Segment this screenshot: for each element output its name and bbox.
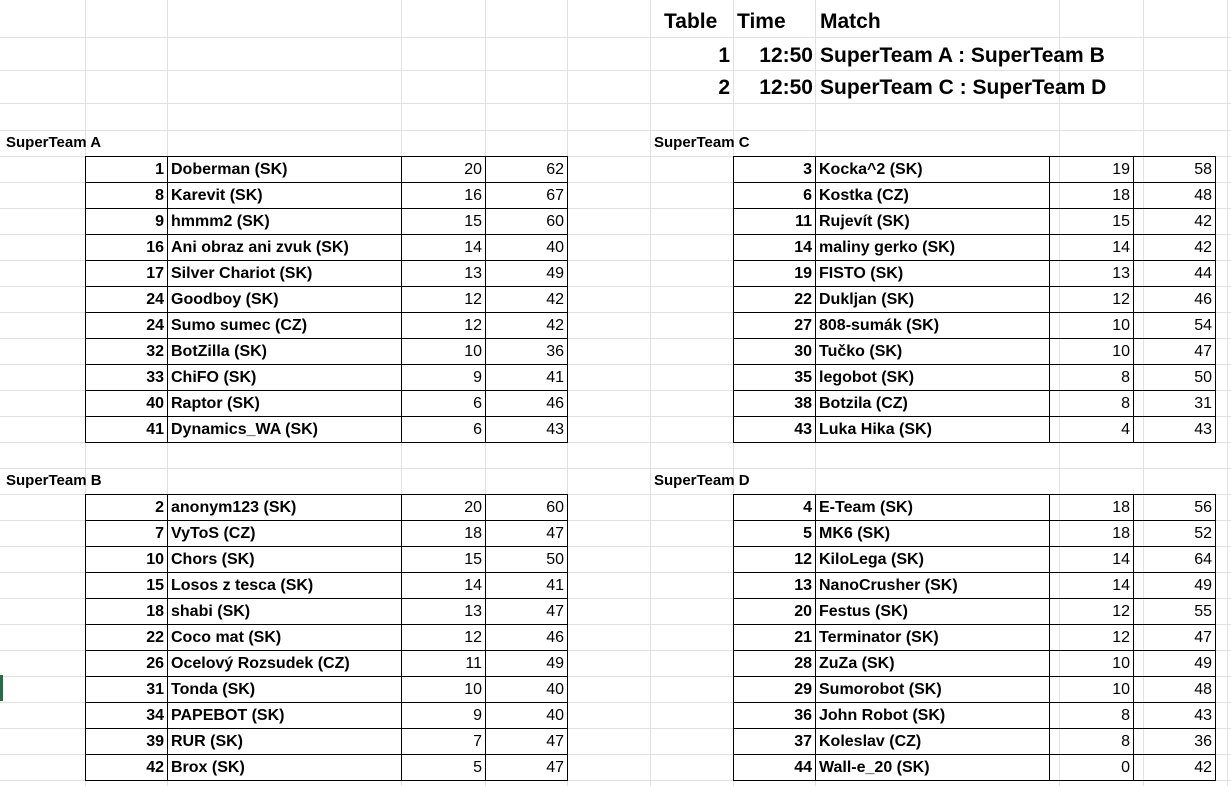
table-row [86, 287, 568, 313]
robot-name-cell[interactable]: RUR (SK) [168, 729, 402, 755]
points-cell[interactable]: 49 [486, 261, 568, 287]
robot-name-cell[interactable]: BotZilla (SK) [168, 339, 402, 365]
points-cell[interactable]: 64 [1134, 547, 1216, 573]
points-cell[interactable]: 56 [1134, 495, 1216, 521]
score-cell[interactable]: 12 [402, 625, 486, 651]
rank-cell[interactable]: 39 [86, 729, 168, 755]
robot-name-cell[interactable]: Dukljan (SK) [816, 287, 1050, 313]
points-cell[interactable]: 47 [486, 755, 568, 781]
table-row [734, 157, 1216, 183]
robot-name-cell[interactable]: Goodboy (SK) [168, 287, 402, 313]
rank-cell[interactable]: 28 [734, 651, 816, 677]
robot-name-cell[interactable]: KiloLega (SK) [816, 547, 1050, 573]
robot-name-cell[interactable]: Rujevít (SK) [816, 209, 1050, 235]
rank-cell[interactable]: 32 [86, 339, 168, 365]
points-cell[interactable]: 47 [1134, 339, 1216, 365]
points-cell[interactable]: 47 [486, 599, 568, 625]
points-cell[interactable]: 52 [1134, 521, 1216, 547]
points-cell[interactable]: 40 [486, 677, 568, 703]
score-cell[interactable]: 18 [1050, 183, 1134, 209]
rank-cell[interactable]: 38 [734, 391, 816, 417]
robot-name-cell[interactable]: PAPEBOT (SK) [168, 703, 402, 729]
table-row [86, 573, 568, 599]
schedule-row-2-match[interactable]: SuperTeam C : SuperTeam D [820, 76, 1107, 99]
team-d-table [733, 494, 1216, 781]
score-cell[interactable]: 14 [402, 235, 486, 261]
score-cell[interactable]: 14 [402, 573, 486, 599]
rank-cell[interactable]: 37 [734, 729, 816, 755]
table-row [86, 183, 568, 209]
robot-name-cell[interactable]: Tonda (SK) [168, 677, 402, 703]
table-row [734, 287, 1216, 313]
grid-column-line [1227, 0, 1228, 786]
rank-cell[interactable]: 34 [86, 703, 168, 729]
score-cell[interactable]: 12 [402, 287, 486, 313]
score-cell[interactable]: 20 [402, 495, 486, 521]
rank-cell[interactable]: 44 [734, 755, 816, 781]
robot-name-cell[interactable]: Sumo sumec (CZ) [168, 313, 402, 339]
points-cell[interactable]: 58 [1134, 157, 1216, 183]
team-a-title[interactable]: SuperTeam A [6, 134, 102, 151]
table-row [734, 313, 1216, 339]
table-row [86, 729, 568, 755]
points-cell[interactable]: 42 [1134, 755, 1216, 781]
rank-cell[interactable]: 29 [734, 677, 816, 703]
schedule-row-1-table[interactable]: 1 [718, 44, 730, 67]
rank-cell[interactable]: 7 [86, 521, 168, 547]
score-cell[interactable]: 10 [1050, 651, 1134, 677]
rank-cell[interactable]: 22 [86, 625, 168, 651]
rank-cell[interactable]: 30 [734, 339, 816, 365]
score-cell[interactable]: 12 [1050, 625, 1134, 651]
score-cell[interactable]: 12 [1050, 287, 1134, 313]
team-d-title[interactable]: SuperTeam D [654, 472, 750, 489]
robot-name-cell[interactable]: Festus (SK) [816, 599, 1050, 625]
rank-cell[interactable]: 27 [734, 313, 816, 339]
points-cell[interactable]: 50 [1134, 365, 1216, 391]
score-cell[interactable]: 14 [1050, 235, 1134, 261]
score-cell[interactable]: 15 [402, 547, 486, 573]
points-cell[interactable]: 44 [1134, 261, 1216, 287]
rank-cell[interactable]: 11 [734, 209, 816, 235]
score-cell[interactable]: 13 [1050, 261, 1134, 287]
points-cell[interactable]: 43 [486, 417, 568, 443]
robot-name-cell[interactable]: Ani obraz ani zvuk (SK) [168, 235, 402, 261]
rank-cell[interactable]: 8 [86, 183, 168, 209]
robot-name-cell[interactable]: Ocelový Rozsudek (CZ) [168, 651, 402, 677]
table-row [734, 417, 1216, 443]
table-row [734, 183, 1216, 209]
robot-name-cell[interactable]: legobot (SK) [816, 365, 1050, 391]
rank-cell[interactable]: 21 [734, 625, 816, 651]
schedule-row-1-match[interactable]: SuperTeam A : SuperTeam B [820, 44, 1105, 67]
rank-cell[interactable]: 16 [86, 235, 168, 261]
score-cell[interactable]: 7 [402, 729, 486, 755]
points-cell[interactable]: 60 [486, 209, 568, 235]
table-row [734, 599, 1216, 625]
rank-cell[interactable]: 24 [86, 287, 168, 313]
robot-name-cell[interactable]: Silver Chariot (SK) [168, 261, 402, 287]
robot-name-cell[interactable]: Brox (SK) [168, 755, 402, 781]
score-cell[interactable]: 20 [402, 157, 486, 183]
rank-cell[interactable]: 2 [86, 495, 168, 521]
robot-name-cell[interactable]: Chors (SK) [168, 547, 402, 573]
table-row [86, 365, 568, 391]
points-cell[interactable]: 41 [486, 365, 568, 391]
rank-cell[interactable]: 12 [734, 547, 816, 573]
table-row [734, 209, 1216, 235]
rank-cell[interactable]: 24 [86, 313, 168, 339]
score-cell[interactable]: 9 [402, 703, 486, 729]
table-row [86, 417, 568, 443]
robot-name-cell[interactable]: Dynamics_WA (SK) [168, 417, 402, 443]
rank-cell[interactable]: 22 [734, 287, 816, 313]
table-row [86, 521, 568, 547]
points-cell[interactable]: 43 [1134, 703, 1216, 729]
score-cell[interactable]: 8 [1050, 729, 1134, 755]
score-cell[interactable]: 14 [1050, 573, 1134, 599]
rank-cell[interactable]: 5 [734, 521, 816, 547]
score-cell[interactable]: 11 [402, 651, 486, 677]
points-cell[interactable]: 43 [1134, 417, 1216, 443]
score-cell[interactable]: 9 [402, 365, 486, 391]
robot-name-cell[interactable]: VyToS (CZ) [168, 521, 402, 547]
score-cell[interactable]: 8 [1050, 703, 1134, 729]
robot-name-cell[interactable]: ZuZa (SK) [816, 651, 1050, 677]
score-cell[interactable]: 19 [1050, 157, 1134, 183]
team-b-title[interactable]: SuperTeam B [6, 472, 102, 489]
grid-row-line [0, 130, 1231, 131]
schedule-row-2-time[interactable]: 12:50 [759, 76, 813, 99]
grid-column-line [650, 0, 651, 786]
points-cell[interactable]: 42 [486, 313, 568, 339]
score-cell[interactable]: 18 [402, 521, 486, 547]
rank-cell[interactable]: 35 [734, 365, 816, 391]
robot-name-cell[interactable]: Doberman (SK) [168, 157, 402, 183]
rank-cell[interactable]: 36 [734, 703, 816, 729]
score-cell[interactable]: 12 [1050, 599, 1134, 625]
grid-row-line [0, 468, 1231, 469]
score-cell[interactable]: 12 [402, 313, 486, 339]
points-cell[interactable]: 62 [486, 157, 568, 183]
table-row [86, 209, 568, 235]
score-cell[interactable]: 10 [402, 339, 486, 365]
points-cell[interactable]: 54 [1134, 313, 1216, 339]
rank-cell[interactable]: 15 [86, 573, 168, 599]
points-cell[interactable]: 40 [486, 235, 568, 261]
points-cell[interactable]: 67 [486, 183, 568, 209]
robot-name-cell[interactable]: Kostka (CZ) [816, 183, 1050, 209]
robot-name-cell[interactable]: Luka Hika (SK) [816, 417, 1050, 443]
robot-name-cell[interactable]: John Robot (SK) [816, 703, 1050, 729]
robot-name-cell[interactable]: MK6 (SK) [816, 521, 1050, 547]
table-row [86, 547, 568, 573]
rank-cell[interactable]: 26 [86, 651, 168, 677]
table-row [734, 573, 1216, 599]
robot-name-cell[interactable]: Karevit (SK) [168, 183, 402, 209]
points-cell[interactable]: 36 [1134, 729, 1216, 755]
schedule-row-1-time[interactable]: 12:50 [759, 44, 813, 67]
score-cell[interactable]: 16 [402, 183, 486, 209]
robot-name-cell[interactable]: Terminator (SK) [816, 625, 1050, 651]
table-row [86, 157, 568, 183]
table-row [734, 261, 1216, 287]
points-cell[interactable]: 49 [1134, 573, 1216, 599]
points-cell[interactable]: 60 [486, 495, 568, 521]
score-cell[interactable]: 5 [402, 755, 486, 781]
robot-name-cell[interactable]: maliny gerko (SK) [816, 235, 1050, 261]
points-cell[interactable]: 36 [486, 339, 568, 365]
score-cell[interactable]: 13 [402, 599, 486, 625]
score-cell[interactable]: 0 [1050, 755, 1134, 781]
schedule-header-match[interactable]: Match [820, 10, 881, 33]
points-cell[interactable]: 48 [1134, 183, 1216, 209]
table-row [734, 651, 1216, 677]
rank-cell[interactable]: 31 [86, 677, 168, 703]
robot-name-cell[interactable]: Raptor (SK) [168, 391, 402, 417]
score-cell[interactable]: 15 [1050, 209, 1134, 235]
robot-name-cell[interactable]: Botzila (CZ) [816, 391, 1050, 417]
active-row-indicator [0, 675, 3, 701]
schedule-header-time[interactable]: Time [737, 10, 786, 33]
rank-cell[interactable]: 13 [734, 573, 816, 599]
rank-cell[interactable]: 18 [86, 599, 168, 625]
rank-cell[interactable]: 6 [734, 183, 816, 209]
robot-name-cell[interactable]: 808-sumák (SK) [816, 313, 1050, 339]
points-cell[interactable]: 47 [486, 729, 568, 755]
points-cell[interactable]: 48 [1134, 677, 1216, 703]
schedule-row-2-table[interactable]: 2 [718, 76, 730, 99]
robot-name-cell[interactable]: ChiFO (SK) [168, 365, 402, 391]
points-cell[interactable]: 49 [486, 651, 568, 677]
points-cell[interactable]: 47 [486, 521, 568, 547]
robot-name-cell[interactable]: Losos z tesca (SK) [168, 573, 402, 599]
table-row [734, 729, 1216, 755]
score-cell[interactable]: 10 [1050, 313, 1134, 339]
robot-name-cell[interactable]: E-Team (SK) [816, 495, 1050, 521]
robot-name-cell[interactable]: Koleslav (CZ) [816, 729, 1050, 755]
robot-name-cell[interactable]: shabi (SK) [168, 599, 402, 625]
table-row [734, 391, 1216, 417]
points-cell[interactable]: 40 [486, 703, 568, 729]
points-cell[interactable]: 42 [1134, 235, 1216, 261]
table-row [86, 703, 568, 729]
table-row [86, 599, 568, 625]
rank-cell[interactable]: 1 [86, 157, 168, 183]
rank-cell[interactable]: 42 [86, 755, 168, 781]
table-row [734, 365, 1216, 391]
robot-name-cell[interactable]: Tučko (SK) [816, 339, 1050, 365]
robot-name-cell[interactable]: Sumorobot (SK) [816, 677, 1050, 703]
table-row [734, 703, 1216, 729]
schedule-header-table[interactable]: Table [664, 10, 718, 33]
rank-cell[interactable]: 41 [86, 417, 168, 443]
points-cell[interactable]: 46 [486, 391, 568, 417]
team-c-table [733, 156, 1216, 443]
table-row [86, 755, 568, 781]
table-row [734, 625, 1216, 651]
table-row [86, 391, 568, 417]
score-cell[interactable]: 14 [1050, 547, 1134, 573]
table-row [86, 677, 568, 703]
points-cell[interactable]: 46 [1134, 287, 1216, 313]
robot-name-cell[interactable]: Coco mat (SK) [168, 625, 402, 651]
score-cell[interactable]: 8 [1050, 391, 1134, 417]
table-row [734, 495, 1216, 521]
rank-cell[interactable]: 3 [734, 157, 816, 183]
table-row [734, 521, 1216, 547]
rank-cell[interactable]: 19 [734, 261, 816, 287]
team-a-table [85, 156, 568, 443]
rank-cell[interactable]: 10 [86, 547, 168, 573]
table-row [734, 755, 1216, 781]
points-cell[interactable]: 42 [1134, 209, 1216, 235]
table-row [734, 677, 1216, 703]
points-cell[interactable]: 42 [486, 287, 568, 313]
robot-name-cell[interactable]: Kocka^2 (SK) [816, 157, 1050, 183]
score-cell[interactable]: 6 [402, 417, 486, 443]
rank-cell[interactable]: 40 [86, 391, 168, 417]
points-cell[interactable]: 55 [1134, 599, 1216, 625]
rank-cell[interactable]: 4 [734, 495, 816, 521]
table-row [86, 339, 568, 365]
score-cell[interactable]: 8 [1050, 365, 1134, 391]
table-row [734, 547, 1216, 573]
table-row [734, 235, 1216, 261]
score-cell[interactable]: 10 [1050, 677, 1134, 703]
table-row [86, 261, 568, 287]
team-b-table [85, 494, 568, 781]
rank-cell[interactable]: 33 [86, 365, 168, 391]
table-row [86, 495, 568, 521]
score-cell[interactable]: 18 [1050, 521, 1134, 547]
rank-cell[interactable]: 9 [86, 209, 168, 235]
score-cell[interactable]: 18 [1050, 495, 1134, 521]
rank-cell[interactable]: 20 [734, 599, 816, 625]
robot-name-cell[interactable]: FISTO (SK) [816, 261, 1050, 287]
score-cell[interactable]: 6 [402, 391, 486, 417]
points-cell[interactable]: 46 [486, 625, 568, 651]
rank-cell[interactable]: 17 [86, 261, 168, 287]
points-cell[interactable]: 31 [1134, 391, 1216, 417]
table-row [86, 651, 568, 677]
table-row [86, 313, 568, 339]
team-c-title[interactable]: SuperTeam C [654, 134, 750, 151]
table-row [86, 235, 568, 261]
score-cell[interactable]: 13 [402, 261, 486, 287]
table-row [734, 339, 1216, 365]
robot-name-cell[interactable]: NanoCrusher (SK) [816, 573, 1050, 599]
rank-cell[interactable]: 43 [734, 417, 816, 443]
rank-cell[interactable]: 14 [734, 235, 816, 261]
robot-name-cell[interactable]: hmmm2 (SK) [168, 209, 402, 235]
points-cell[interactable]: 47 [1134, 625, 1216, 651]
points-cell[interactable]: 49 [1134, 651, 1216, 677]
score-cell[interactable]: 4 [1050, 417, 1134, 443]
robot-name-cell[interactable]: anonym123 (SK) [168, 495, 402, 521]
score-cell[interactable]: 10 [1050, 339, 1134, 365]
points-cell[interactable]: 50 [486, 547, 568, 573]
score-cell[interactable]: 10 [402, 677, 486, 703]
robot-name-cell[interactable]: Wall-e_20 (SK) [816, 755, 1050, 781]
table-row [86, 625, 568, 651]
points-cell[interactable]: 41 [486, 573, 568, 599]
score-cell[interactable]: 15 [402, 209, 486, 235]
